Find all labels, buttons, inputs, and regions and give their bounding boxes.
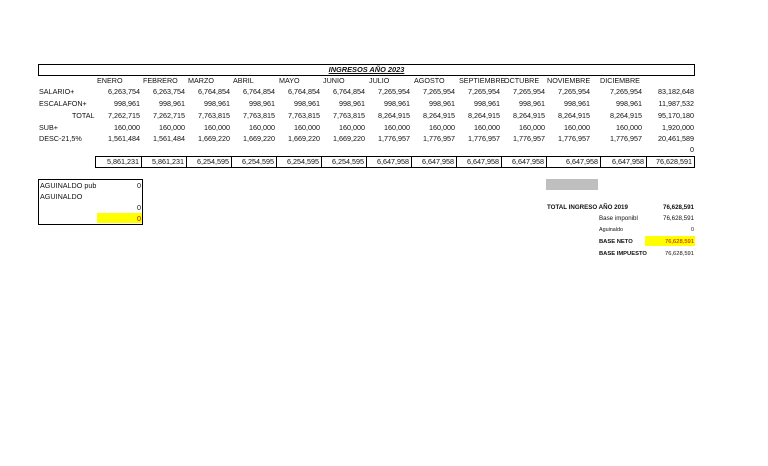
table-cell[interactable]: 160,000 [114, 123, 140, 132]
month-header-6: JULIO [369, 76, 390, 85]
table-cell[interactable]: 998,961 [429, 99, 455, 108]
month-header-10: NOVIEMBRE [547, 76, 591, 85]
table-cell[interactable]: 998,961 [294, 99, 320, 108]
table-cell[interactable]: 7,763,815 [243, 111, 275, 120]
table-cell[interactable]: 998,961 [474, 99, 500, 108]
table-cell[interactable]: 1,776,957 [468, 134, 500, 143]
month-header-1: FEBRERO [143, 76, 178, 85]
net-cell[interactable]: 6,647,958 [600, 157, 646, 167]
row-total-cell[interactable]: 20,461,589 [658, 134, 694, 143]
month-header-2: MARZO [188, 76, 214, 85]
aguinaldo-summary-value[interactable]: 0 [691, 227, 694, 233]
month-header-8: SEPTIEMBRE [459, 76, 506, 85]
table-cell[interactable]: 7,763,815 [288, 111, 320, 120]
table-cell[interactable]: 6,764,854 [288, 87, 320, 96]
net-cell[interactable]: 5,861,231 [107, 157, 139, 166]
month-header-9: OCTUBRE [504, 76, 540, 85]
sheet-title: INGRESOS AÑO 2023 [328, 65, 405, 74]
table-cell[interactable]: 6,263,754 [108, 87, 140, 96]
table-cell[interactable]: 160,000 [294, 123, 320, 132]
table-cell[interactable]: 160,000 [429, 123, 455, 132]
table-cell[interactable]: 160,000 [159, 123, 185, 132]
table-cell[interactable]: 7,265,954 [468, 87, 500, 96]
table-cell[interactable]: 6,764,854 [243, 87, 275, 96]
net-cell[interactable]: 6,647,958 [546, 157, 600, 167]
net-cell[interactable]: 6,254,595 [321, 157, 366, 167]
table-cell[interactable]: 998,961 [249, 99, 275, 108]
month-header-4: MAYO [279, 76, 300, 85]
row-label: TOTAL [72, 111, 95, 120]
table-cell[interactable]: 998,961 [114, 99, 140, 108]
base-neto-value[interactable]: 76,628,591 [664, 239, 694, 245]
table-cell[interactable]: 1,776,957 [423, 134, 455, 143]
table-cell[interactable]: 160,000 [249, 123, 275, 132]
table-cell[interactable]: 160,000 [474, 123, 500, 132]
aguinaldo-pub-label: AGUINALDO pub [40, 181, 97, 190]
table-cell[interactable]: 7,265,954 [378, 87, 410, 96]
table-cell[interactable]: 7,262,715 [153, 111, 185, 120]
table-cell[interactable]: 998,961 [384, 99, 410, 108]
net-cell[interactable]: 6,647,958 [366, 157, 411, 167]
net-cell[interactable]: 6,647,958 [411, 157, 456, 167]
table-cell[interactable]: 1,776,957 [610, 134, 642, 143]
net-cell[interactable]: 6,254,595 [231, 157, 276, 167]
table-cell[interactable]: 7,763,815 [333, 111, 365, 120]
table-cell[interactable]: 1,561,484 [153, 134, 185, 143]
gray-block [546, 179, 598, 190]
table-cell[interactable]: 998,961 [519, 99, 545, 108]
row-label: DESC-21,5% [39, 134, 82, 143]
net-cell[interactable]: 5,861,231 [141, 157, 186, 167]
total-ingreso-value[interactable]: 76,628,591 [663, 204, 694, 211]
month-header-3: ABRIL [233, 76, 254, 85]
table-cell[interactable]: 160,000 [384, 123, 410, 132]
table-cell[interactable]: 1,669,220 [333, 134, 365, 143]
table-cell[interactable]: 7,265,954 [423, 87, 455, 96]
total-ingreso-label: TOTAL INGRESO AÑO 2019 [547, 204, 628, 211]
table-cell[interactable]: 998,961 [616, 99, 642, 108]
net-cell[interactable]: 6,254,595 [276, 157, 321, 167]
table-cell[interactable]: 8,264,915 [423, 111, 455, 120]
table-cell[interactable]: 8,264,915 [468, 111, 500, 120]
table-cell[interactable]: 1,776,957 [378, 134, 410, 143]
table-cell[interactable]: 1,776,957 [513, 134, 545, 143]
table-cell[interactable]: 7,262,715 [108, 111, 140, 120]
row-total-cell[interactable]: 95,170,180 [658, 111, 694, 120]
row-label: ESCALAFON+ [39, 99, 87, 108]
month-header-7: AGOSTO [414, 76, 445, 85]
table-cell[interactable]: 1,669,220 [243, 134, 275, 143]
table-cell[interactable]: 1,561,484 [108, 134, 140, 143]
table-cell[interactable]: 8,264,915 [558, 111, 590, 120]
table-cell[interactable]: 6,263,754 [153, 87, 185, 96]
table-cell[interactable]: 8,264,915 [513, 111, 545, 120]
row-label: SALARIO+ [39, 87, 75, 96]
month-header-0: ENERO [97, 76, 123, 85]
net-cell[interactable]: 6,647,958 [456, 157, 501, 167]
table-cell[interactable]: 160,000 [204, 123, 230, 132]
aguinaldo-summary-label: Aguinaldo [599, 227, 623, 233]
table-cell[interactable]: 1,669,220 [198, 134, 230, 143]
table-cell[interactable]: 7,265,954 [558, 87, 590, 96]
table-cell[interactable]: 160,000 [519, 123, 545, 132]
table-cell[interactable]: 998,961 [204, 99, 230, 108]
table-cell[interactable]: 998,961 [339, 99, 365, 108]
aguinaldo-label: AGUINALDO [40, 192, 83, 201]
net-total-cell[interactable]: 76,628,591 [646, 157, 694, 167]
aguinaldo-value-1[interactable]: 0 [137, 203, 141, 212]
table-cell[interactable]: 7,763,815 [198, 111, 230, 120]
net-row-box [95, 156, 695, 168]
table-cell[interactable]: 160,000 [564, 123, 590, 132]
table-cell[interactable]: 8,264,915 [610, 111, 642, 120]
base-imponible-value[interactable]: 76,628,591 [663, 215, 694, 222]
table-cell[interactable]: 1,776,957 [558, 134, 590, 143]
table-cell[interactable]: 6,764,854 [333, 87, 365, 96]
row-total-cell[interactable]: 83,182,648 [658, 87, 694, 96]
month-header-11: DICIEMBRE [600, 76, 640, 85]
table-cell[interactable]: 160,000 [616, 123, 642, 132]
month-header-5: JUNIO [323, 76, 345, 85]
row-label: SUB+ [39, 123, 58, 132]
table-cell[interactable]: 7,265,954 [610, 87, 642, 96]
table-cell[interactable]: 998,961 [564, 99, 590, 108]
base-imponible-label: Base imponibl [599, 215, 638, 222]
table-cell[interactable]: 7,265,954 [513, 87, 545, 96]
row-total-cell[interactable]: 11,987,532 [658, 99, 694, 108]
extra-zero-cell[interactable]: 0 [690, 145, 694, 154]
table-cell[interactable]: 160,000 [339, 123, 365, 132]
aguinaldo-value-2[interactable]: 0 [137, 214, 141, 223]
base-impuesto-label: BASE IMPUESTO [599, 251, 647, 257]
table-cell[interactable]: 6,764,854 [198, 87, 230, 96]
base-impuesto-value[interactable]: 76,628,591 [664, 251, 694, 257]
net-cell[interactable]: 6,647,958 [501, 157, 546, 167]
table-cell[interactable]: 8,264,915 [378, 111, 410, 120]
base-neto-label: BASE NETO [599, 239, 633, 245]
table-cell[interactable]: 998,961 [159, 99, 185, 108]
row-total-cell[interactable]: 1,920,000 [662, 123, 694, 132]
aguinaldo-pub-value[interactable]: 0 [137, 181, 141, 190]
net-cell[interactable]: 6,254,595 [186, 157, 231, 167]
table-cell[interactable]: 1,669,220 [288, 134, 320, 143]
